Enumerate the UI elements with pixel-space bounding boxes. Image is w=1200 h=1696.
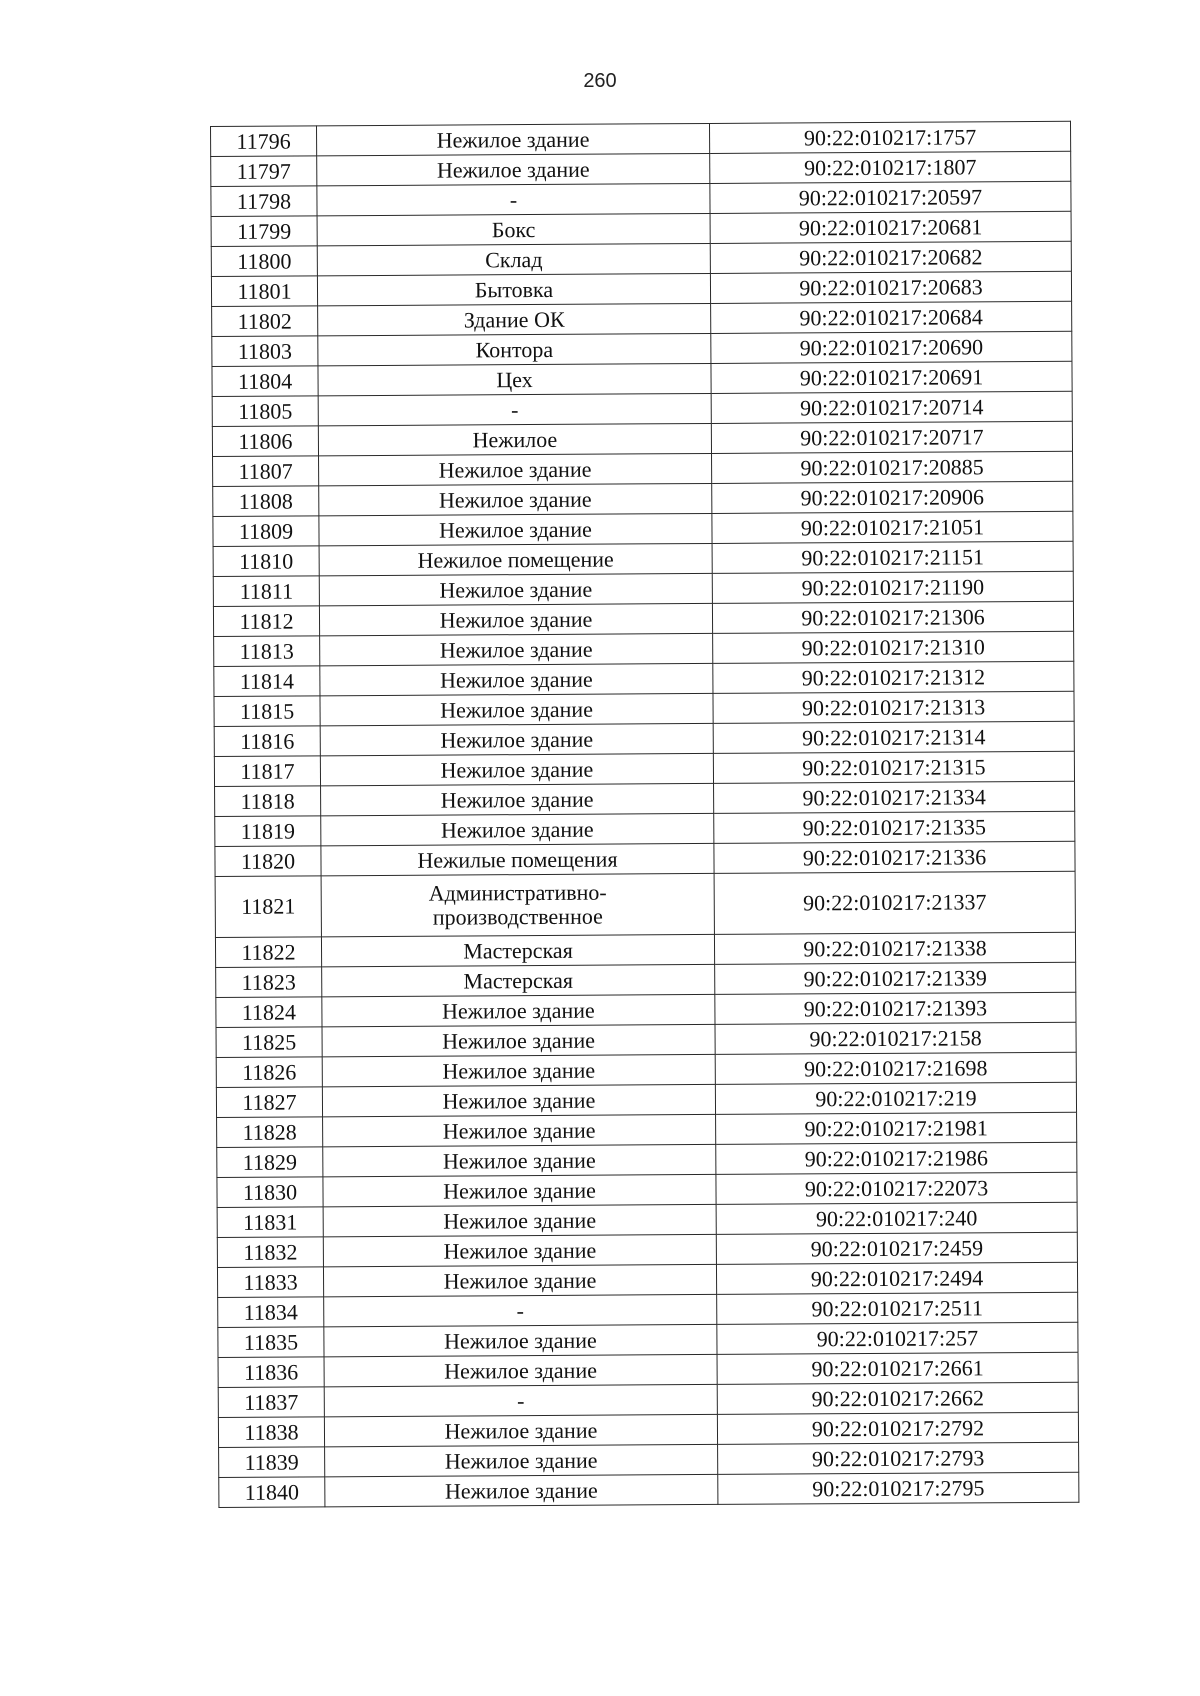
object-name-cell: Нежилое здание (323, 1204, 716, 1236)
row-number-cell: 11819 (215, 816, 321, 847)
object-name-cell: Нежилое здание (320, 723, 713, 755)
cadastral-number-cell: 90:22:010217:1757 (709, 121, 1070, 153)
object-name-cell: - (318, 393, 711, 425)
row-number-cell: 11799 (211, 216, 317, 247)
row-number-cell: 11821 (215, 876, 321, 938)
object-name-cell: Цех (318, 363, 711, 395)
cadastral-number-cell: 90:22:010217:20906 (712, 481, 1073, 513)
cadastral-number-cell: 90:22:010217:21315 (713, 751, 1074, 783)
object-name-cell: Нежилое помещение (319, 543, 712, 575)
cadastral-number-cell: 90:22:010217:1807 (710, 151, 1071, 183)
cadastral-number-cell: 90:22:010217:21335 (714, 811, 1075, 843)
object-name-cell: Нежилое здание (324, 1324, 717, 1356)
property-table-body (211, 121, 1079, 1507)
row-number-cell: 11833 (217, 1267, 323, 1298)
property-table (210, 121, 1079, 1508)
row-number-cell: 11810 (213, 546, 319, 577)
row-number-cell: 11803 (212, 336, 318, 367)
object-name-cell: Бокс (317, 213, 710, 245)
row-number-cell: 11823 (216, 967, 322, 998)
object-name-cell: Нежилое здание (321, 783, 714, 815)
row-number-cell: 11816 (214, 726, 320, 757)
table-row (215, 871, 1075, 937)
page-number: 260 (583, 70, 617, 92)
cadastral-number-cell: 90:22:010217:22073 (716, 1172, 1077, 1204)
row-number-cell: 11800 (211, 246, 317, 277)
object-name-cell: Нежилое здание (322, 994, 715, 1026)
row-number-cell: 11832 (217, 1237, 323, 1268)
object-name-cell: Бытовка (317, 273, 710, 305)
row-number-cell: 11828 (217, 1117, 323, 1148)
object-name-cell: Нежилое здание (317, 153, 710, 185)
object-name-cell: Нежилое здание (324, 1354, 717, 1386)
cadastral-number-cell: 90:22:010217:20885 (712, 451, 1073, 483)
row-number-cell: 11831 (217, 1207, 323, 1238)
cadastral-number-cell: 90:22:010217:257 (717, 1322, 1078, 1354)
cadastral-number-cell: 90:22:010217:21310 (713, 631, 1074, 663)
row-number-cell: 11814 (214, 666, 320, 697)
row-number-cell: 11807 (213, 456, 319, 487)
row-number-cell: 11824 (216, 997, 322, 1028)
object-name-cell: Нежилое здание (324, 1414, 717, 1446)
object-name-cell: Нежилое здание (319, 483, 712, 515)
object-name-cell: Нежилое здание (325, 1474, 718, 1506)
cadastral-number-cell: 90:22:010217:21986 (716, 1142, 1077, 1174)
row-number-cell: 11818 (215, 786, 321, 817)
object-name-cell: Нежилое здание (322, 1084, 715, 1116)
cadastral-number-cell: 90:22:010217:21334 (714, 781, 1075, 813)
row-number-cell: 11808 (213, 486, 319, 517)
cadastral-number-cell: 90:22:010217:21981 (716, 1112, 1077, 1144)
row-number-cell: 11798 (211, 186, 317, 217)
cadastral-number-cell: 90:22:010217:21337 (714, 871, 1075, 934)
object-name-cell: Нежилое здание (319, 453, 712, 485)
cadastral-number-cell: 90:22:010217:2661 (717, 1352, 1078, 1384)
object-name-cell: Нежилое здание (323, 1174, 716, 1206)
cadastral-number-cell: 90:22:010217:240 (716, 1202, 1077, 1234)
cadastral-number-cell: 90:22:010217:2494 (716, 1262, 1077, 1294)
object-name-cell (321, 873, 714, 936)
cadastral-number-cell: 90:22:010217:21312 (713, 661, 1074, 693)
object-name-cell: - (324, 1294, 717, 1326)
cadastral-number-cell: 90:22:010217:20691 (711, 361, 1072, 393)
object-name-cell: Здание ОК (318, 303, 711, 335)
row-number-cell: 11820 (215, 846, 321, 877)
cadastral-number-cell: 90:22:010217:2511 (717, 1292, 1078, 1324)
object-name-cell: Нежилое здание (323, 1234, 716, 1266)
cadastral-number-cell: 90:22:010217:21339 (715, 962, 1076, 994)
object-name-cell: Нежилое (318, 423, 711, 455)
object-name-cell: Нежилое здание (321, 813, 714, 845)
object-name-cell: Нежилое здание (319, 573, 712, 605)
object-name-cell: Нежилое здание (323, 1114, 716, 1146)
cadastral-number-cell: 90:22:010217:21698 (715, 1052, 1076, 1084)
object-name-cell: Нежилое здание (322, 1024, 715, 1056)
row-number-cell: 11836 (218, 1357, 324, 1388)
cadastral-number-cell: 90:22:010217:21190 (712, 571, 1073, 603)
cadastral-number-cell: 90:22:010217:2459 (716, 1232, 1077, 1264)
cadastral-number-cell: 90:22:010217:20690 (711, 331, 1072, 363)
row-number-cell: 11817 (214, 756, 320, 787)
cadastral-number-cell: 90:22:010217:21393 (715, 992, 1076, 1024)
object-name-cell: Мастерская (322, 964, 715, 996)
row-number-cell: 11797 (211, 156, 317, 187)
object-name-cell: Мастерская (321, 934, 714, 966)
cadastral-number-cell: 90:22:010217:20682 (710, 241, 1071, 273)
object-name-cell: Нежилое здание (325, 1444, 718, 1476)
cadastral-number-cell: 90:22:010217:21338 (714, 932, 1075, 964)
cadastral-number-cell: 90:22:010217:21314 (713, 721, 1074, 753)
row-number-cell: 11796 (211, 126, 317, 157)
object-name-cell: Нежилое здание (319, 603, 712, 635)
row-number-cell: 11835 (218, 1327, 324, 1358)
cadastral-number-cell: 90:22:010217:20714 (711, 391, 1072, 423)
cadastral-number-cell: 90:22:010217:20681 (710, 211, 1071, 243)
row-number-cell: 11801 (211, 276, 317, 307)
row-number-cell: 11830 (217, 1177, 323, 1208)
cadastral-number-cell: 90:22:010217:2792 (717, 1412, 1078, 1444)
object-name-cell: Нежилое здание (322, 1054, 715, 1086)
cadastral-number-cell: 90:22:010217:2793 (718, 1442, 1079, 1474)
row-number-cell: 11839 (219, 1447, 325, 1478)
cadastral-number-cell: 90:22:010217:2795 (718, 1472, 1079, 1504)
cadastral-number-cell: 90:22:010217:21306 (712, 601, 1073, 633)
cadastral-number-cell: 90:22:010217:2662 (717, 1382, 1078, 1414)
row-number-cell: 11840 (219, 1477, 325, 1508)
object-name-cell: Нежилое здание (323, 1144, 716, 1176)
row-number-cell: 11805 (212, 396, 318, 427)
row-number-cell: 11822 (215, 937, 321, 968)
object-name-line: Административно- (428, 879, 607, 906)
object-name-cell: Контора (318, 333, 711, 365)
table-row (219, 1472, 1079, 1507)
row-number-cell: 11825 (216, 1027, 322, 1058)
cadastral-number-cell: 90:22:010217:219 (715, 1082, 1076, 1114)
object-name-cell: Нежилое здание (319, 513, 712, 545)
row-number-cell: 11837 (218, 1387, 324, 1418)
cadastral-number-cell: 90:22:010217:20683 (710, 271, 1071, 303)
row-number-cell: 11802 (212, 306, 318, 337)
object-name-cell: Нежилое здание (320, 693, 713, 725)
object-name-cell: Нежилое здание (323, 1264, 716, 1296)
row-number-cell: 11813 (214, 636, 320, 667)
row-number-cell: 11806 (212, 426, 318, 457)
cadastral-number-cell: 90:22:010217:21051 (712, 511, 1073, 543)
cadastral-number-cell: 90:22:010217:21151 (712, 541, 1073, 573)
object-name-cell: - (324, 1384, 717, 1416)
row-number-cell: 11811 (213, 576, 319, 607)
object-name-cell: Нежилое здание (320, 753, 713, 785)
row-number-cell: 11838 (218, 1417, 324, 1448)
object-name-cell: Нежилые помещения (321, 843, 714, 875)
row-number-cell: 11829 (217, 1147, 323, 1178)
row-number-cell: 11812 (213, 606, 319, 637)
object-name-cell: Нежилое здание (317, 123, 710, 155)
object-name-line: производственное (432, 903, 603, 930)
row-number-cell: 11815 (214, 696, 320, 727)
object-name-cell: Нежилое здание (320, 633, 713, 665)
row-number-cell: 11827 (216, 1087, 322, 1118)
cadastral-number-cell: 90:22:010217:20597 (710, 181, 1071, 213)
cadastral-number-cell: 90:22:010217:20684 (711, 301, 1072, 333)
cadastral-number-cell: 90:22:010217:21336 (714, 841, 1075, 873)
row-number-cell: 11804 (212, 366, 318, 397)
object-name-cell: Нежилое здание (320, 663, 713, 695)
row-number-cell: 11826 (216, 1057, 322, 1088)
cadastral-number-cell: 90:22:010217:21313 (713, 691, 1074, 723)
cadastral-number-cell: 90:22:010217:2158 (715, 1022, 1076, 1054)
object-name-cell: - (317, 183, 710, 215)
row-number-cell: 11834 (218, 1297, 324, 1328)
cadastral-number-cell: 90:22:010217:20717 (711, 421, 1072, 453)
object-name-cell: Склад (317, 243, 710, 275)
row-number-cell: 11809 (213, 516, 319, 547)
